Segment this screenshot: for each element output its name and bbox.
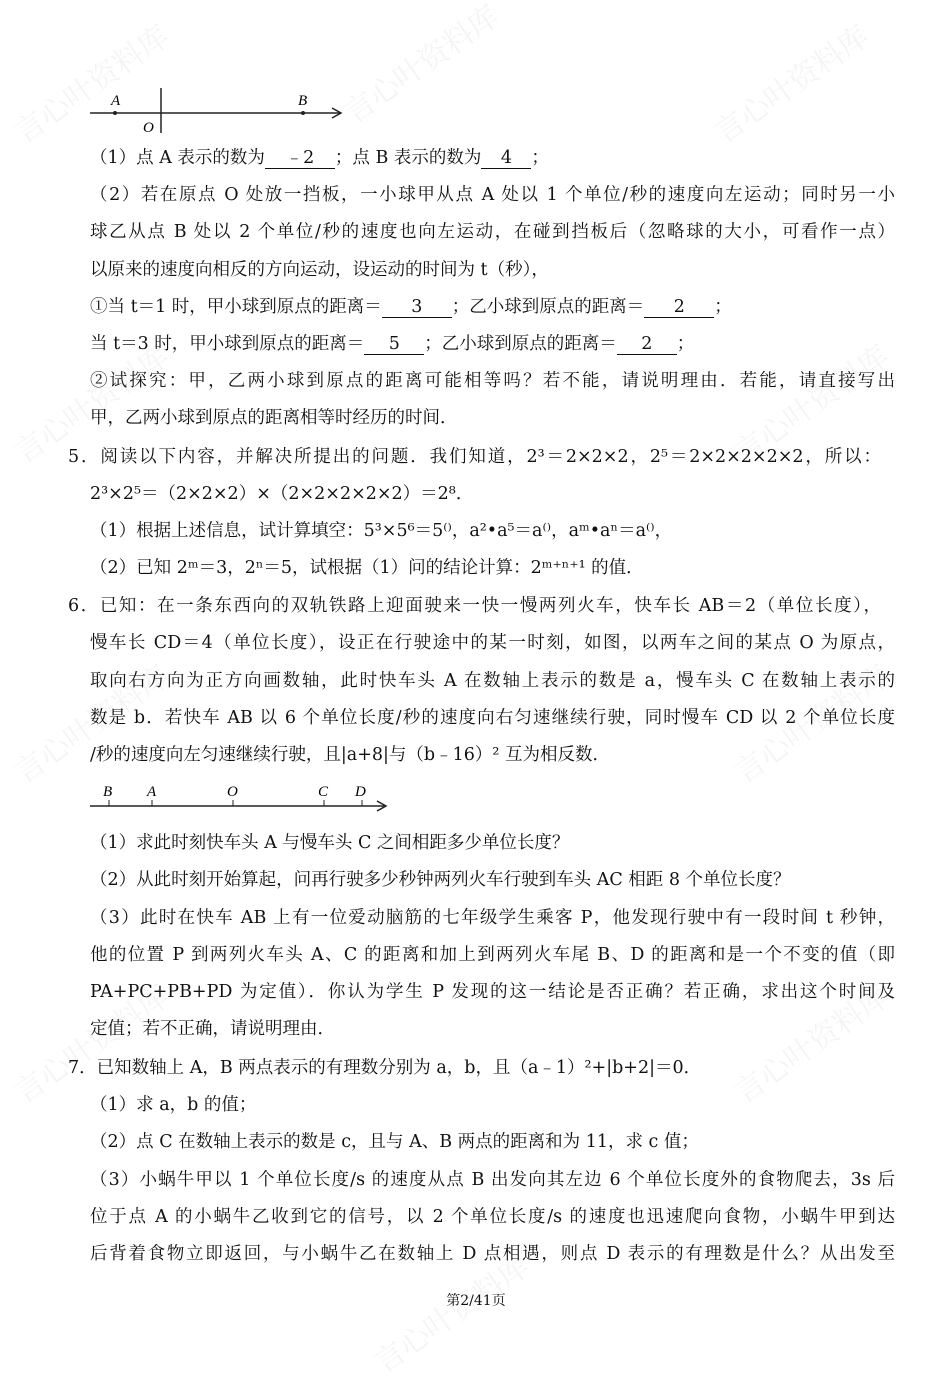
point-label-a: A bbox=[111, 93, 121, 109]
q6-line-4: 数是 b．若快车 AB 以 6 个单位长度/秒的速度向右匀速继续行驶，同时慢车 CD 以 2 个单位长度 bbox=[90, 708, 895, 728]
answer-blank: ﹣2 bbox=[265, 148, 335, 169]
q7-line-1: 7．已知数轴上 A，B 两点表示的有理数分别为 a，b，且（a﹣1）²+|b+2|＝0． bbox=[68, 1058, 702, 1078]
q7-line-2: （1）求 a，b 的值； bbox=[90, 1095, 257, 1115]
point-label-b: B bbox=[103, 784, 113, 800]
point-label-o: O bbox=[227, 784, 238, 800]
q5-line-3: （1）根据上述信息，试计算填空：5³×5⁶＝5⁽⁾，a²•a⁵＝a⁽⁾，aᵐ•aⁿ＝a⁽⁾， bbox=[90, 521, 673, 541]
p4-line-5 bbox=[90, 295, 895, 319]
q6-line-3: 取向右方向为正方向画数轴，此时快车头 A 在数轴上表示的数是 a，慢车头 C 在数轴上表示的 bbox=[90, 671, 895, 691]
answer-blank: 2 bbox=[617, 334, 677, 355]
point-label-b: B bbox=[298, 93, 308, 109]
p4-line-3: 球乙从点 B 处以 2 个单位/秒的速度也向左运动，在碰到挡板后（忽略球的大小，可看作一点） bbox=[90, 222, 895, 242]
answer-blank: 2 bbox=[644, 297, 714, 318]
p4-line-6 bbox=[90, 332, 895, 356]
number-line-figure-1 bbox=[85, 85, 355, 135]
point-label-o: O bbox=[143, 120, 154, 135]
q6-line-7: （2）从此时刻开始算起，问再行驶多少秒钟两列火车行驶到车头 AC 相距 8 个单位长度？ bbox=[90, 870, 791, 890]
text: ； bbox=[714, 297, 732, 317]
text: ； bbox=[676, 334, 695, 354]
text: ；点 B 表示的数为 bbox=[334, 148, 482, 168]
q6-line-9: 他的位置 P 到两列火车头 A、C 的距离和加上到两列火车尾 B、D 的距离和是一个不变的值（即 bbox=[90, 945, 895, 965]
q6-line-5: /秒的速度向左匀速继续行驶，且|a+8|与（b﹣16）² 互为相反数． bbox=[90, 745, 610, 765]
q7-line-4: （3）小蜗牛甲以 1 个单位长度/s 的速度从点 B 出发向其左边 6 个单位长度外的食物爬去，3s 后 bbox=[90, 1170, 895, 1190]
p4-line-7: ②试探究：甲，乙两小球到原点的距离可能相等吗？若不能，请说明理由．若能，请直接写出 bbox=[90, 371, 895, 391]
point-label-c: C bbox=[318, 784, 329, 800]
q6-line-10: PA+PC+PB+PD 为定值）．你认为学生 P 发现的这一结论是否正确？若正确，求出这个时间及 bbox=[90, 982, 895, 1002]
text: ①当 t＝1 时，甲小球到原点的距离＝ bbox=[90, 297, 382, 317]
point-label-a: A bbox=[147, 784, 157, 800]
answer-blank: 4 bbox=[481, 148, 531, 169]
page-number: 第2/41页 bbox=[446, 1293, 506, 1309]
answer-blank: 5 bbox=[364, 334, 424, 355]
text: ；乙小球到原点的距离＝ bbox=[451, 297, 645, 317]
text: ；乙小球到原点的距离＝ bbox=[424, 334, 617, 354]
q7-line-3: （2）点 C 在数轴上表示的数是 c，且与 A、B 两点的距离和为 11，求 c 值； bbox=[90, 1132, 699, 1152]
q5-line-2: 2³×2⁵＝（2×2×2）×（2×2×2×2×2）＝2⁸． bbox=[90, 484, 474, 504]
text: ； bbox=[531, 148, 549, 168]
q6-line-11: 定值；若不正确，请说明理由． bbox=[90, 1019, 335, 1039]
p4-line-4: 以原来的速度向相反的方向运动，设运动的时间为 t（秒）， bbox=[90, 260, 549, 280]
watermark bbox=[704, 12, 877, 151]
q6-line-8: （3）此时在快车 AB 上有一位爱动脑筋的七年级学生乘客 P，他发现行驶中有一段时间 t 秒钟， bbox=[90, 908, 895, 928]
q5-line-4: （2）已知 2ᵐ＝3，2ⁿ＝5，试根据（1）问的结论计算：2ᵐ⁺ⁿ⁺¹ 的值． bbox=[90, 558, 644, 578]
point-label-d: D bbox=[355, 784, 366, 800]
p4-line-2: （2）若在原点 O 处放一挡板，一小球甲从点 A 处以 1 个单位/秒的速度向左运动；同时另一小 bbox=[90, 185, 895, 205]
q6-line-6: （1）求此时刻快车头 A 与慢车头 C 之间相距多少单位长度？ bbox=[90, 833, 570, 853]
answer-blank: 3 bbox=[382, 297, 452, 318]
q6-line-2: 慢车长 CD＝4（单位长度），设正在行驶途中的某一时刻，如图，以两车之间的某点 O 为原点， bbox=[90, 633, 895, 653]
p4-line-8: 甲，乙两小球到原点的距离相等时经历的时间． bbox=[90, 408, 458, 428]
number-line-figure-2 bbox=[85, 778, 395, 814]
watermark bbox=[334, 0, 507, 132]
text: 当 t＝3 时，甲小球到原点的距离＝ bbox=[90, 334, 365, 354]
q5-line-1: 5．阅读以下内容，并解决所提出的问题．我们知道，2³＝2×2×2，2⁵＝2×2×2×2×2，所以： bbox=[68, 447, 881, 467]
q6-line-1: 6．已知：在一条东西向的双轨铁路上迎面驶来一快一慢两列火车，快车长 AB＝2（单位长度）， bbox=[68, 596, 881, 616]
text: （1）点 A 表示的数为 bbox=[90, 148, 265, 168]
q7-line-6: 后背着食物立即返回，与小蜗牛乙在数轴上 D 点相遇，则点 D 表示的有理数是什么？从出发至 bbox=[90, 1244, 895, 1264]
q7-line-5: 位于点 A 的小蜗牛乙收到它的信号，以 2 个单位长度/s 的速度也迅速爬向食物，小蜗牛甲到达 bbox=[90, 1207, 895, 1227]
p4-line-1 bbox=[90, 146, 895, 170]
